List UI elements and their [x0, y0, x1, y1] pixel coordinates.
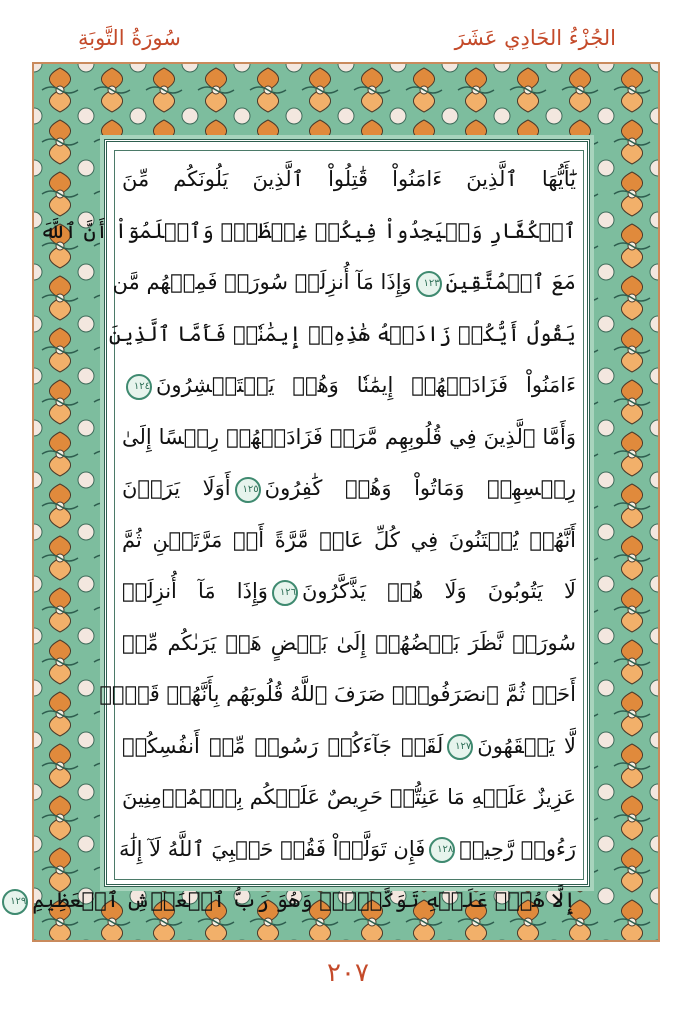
verse-line: مَعَ ٱلۡمُتَّقِينَ١٢٣وَإِذَا مَآ أُنزِلَتۡ سُورَةٞ فَمِنۡهُم مَّن — [118, 257, 580, 309]
ayah-number-marker: ١٢٤ — [126, 374, 152, 400]
verse-line: أَحَدٖ ثُمَّ ٱنصَرَفُواْۚ صَرَفَ ٱللَّهُ قُلُوبَهُم بِأَنَّهُمۡ قَوۡمٞ — [99, 682, 576, 706]
ayah-number-marker: ١٢٦ — [272, 580, 298, 606]
ayah-number-marker: ١٢٨ — [429, 837, 455, 863]
verse-line: يَقُولُ أَيُّكُمۡ زَادَتۡهُ هَٰذِهِۦٓ إِيمَٰنٗاۚ فَأَمَّا ٱلَّذِينَ — [108, 321, 576, 346]
juz-title: الجُزْءُ الحَادِي عَشَرَ — [454, 26, 616, 50]
ayah-number-marker: ١٢٩ — [2, 889, 28, 915]
ayah-number-marker: ١٢٣ — [416, 271, 442, 297]
verse-line: ءَامَنُواْ فَزَادَتۡهُمۡ إِيمَٰنٗا وَهُمۡ يَسۡتَبۡشِرُونَ١٢٤ — [118, 360, 580, 412]
surah-title: سُورَةُ التَّوبَةِ — [78, 26, 181, 50]
verse-line: رَءُوفٞ رَّحِيمٞ١٢٨فَإِن تَوَلَّوۡاْ فَقُلۡ حَسۡبِيَ ٱللَّهُ لَآ إِلَٰهَ — [118, 824, 580, 876]
verse-line: ٱلۡكُفَّارِ وَلۡيَجِدُواْ فِيكُمۡ غِلۡظَةٗۚ وَٱعۡلَمُوٓاْ أَنَّ ٱللَّهَ — [39, 218, 576, 243]
verse-line: يَٰٓأَيُّهَا ٱلَّذِينَ ءَامَنُواْ قَٰتِلُواْ ٱلَّذِينَ يَلُونَكُم مِّنَ — [122, 167, 576, 191]
verse-line: أَنَّهُمۡ يُفۡتَنُونَ فِي كُلِّ عَامٖ مَّرَّةً أَوۡ مَرَّتَيۡنِ ثُمَّ — [122, 527, 576, 552]
ayah-number-marker: ١٢٥ — [235, 477, 261, 503]
verse-line: إِلَّا هُوَۖ عَلَيۡهِ تَوَكَّلۡتُۖ وَهُوَ رَبُّ ٱلۡعَرۡشِ ٱلۡعَظِيمِ١٢٩ — [118, 875, 580, 927]
page-number: ٢٠٧ — [327, 958, 369, 988]
verse-line: رِجۡسِهِمۡ وَمَاتُواْ وَهُمۡ كَٰفِرُونَ١٢٥أَوَلَا يَرَوۡنَ — [118, 463, 580, 515]
quran-text — [10, 154, 580, 912]
verse-line: سُورَةٞ نَّظَرَ بَعۡضُهُمۡ إِلَىٰ بَعۡضٍ هَلۡ يَرَىٰكُم مِّنۡ — [122, 630, 576, 655]
verse-line: لَّا يَفۡقَهُونَ١٢٧لَقَدۡ جَآءَكُمۡ رَسُولٞ مِّنۡ أَنفُسِكُمۡ — [118, 721, 580, 773]
ayah-number-marker: ١٢٧ — [447, 734, 473, 760]
verse-line: وَأَمَّا ٱلَّذِينَ فِي قُلُوبِهِم مَّرَضٞ فَزَادَتۡهُمۡ رِجۡسًا إِلَىٰ — [122, 424, 576, 449]
verse-line: عَزِيزٌ عَلَيۡهِ مَا عَنِتُّمۡ حَرِيصٌ عَلَيۡكُم بِٱلۡمُؤۡمِنِينَ — [122, 785, 576, 809]
verse-line: لَا يَتُوبُونَ وَلَا هُمۡ يَذَّكَّرُونَ١٢٦وَإِذَا مَآ أُنزِلَتۡ — [118, 566, 580, 618]
